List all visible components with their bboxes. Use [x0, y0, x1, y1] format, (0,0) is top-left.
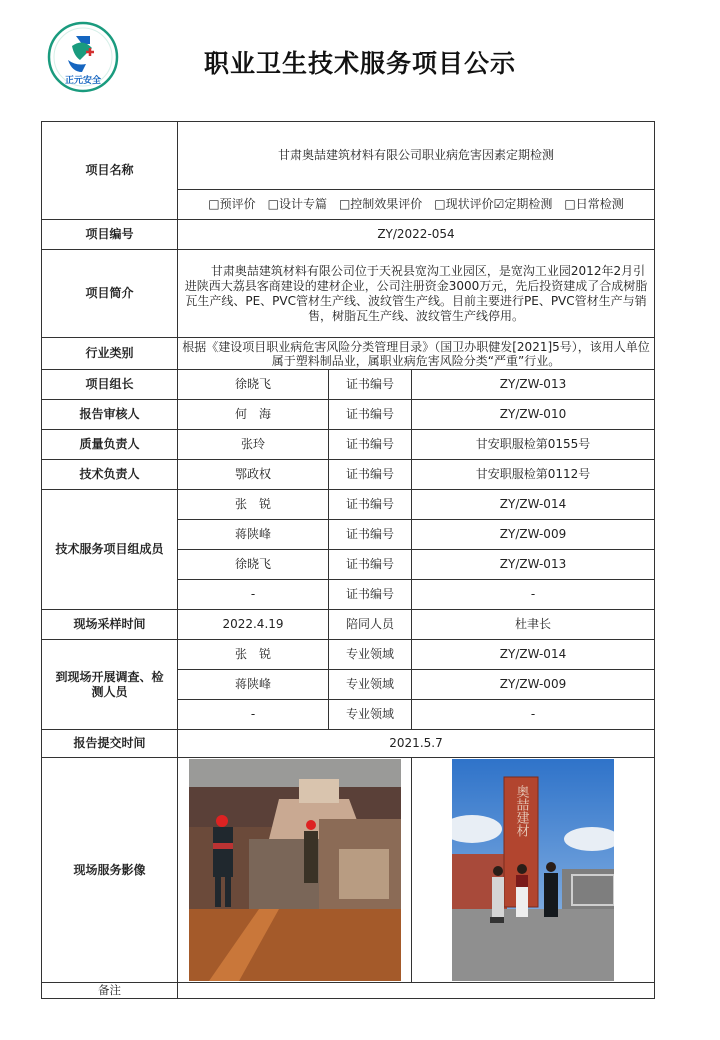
member-name: 徐晓飞: [178, 550, 329, 580]
service-type-options: □预评价 □设计专篇 □控制效果评价 □现状评价☑定期检测 □日常检测: [178, 190, 655, 220]
industry-value: 根据《建设项目职业病危害风险分类管理目录》（国卫办职健发[2021]5号），该用人单位属于塑料制品业，属职业病危害风险分类“严重”行业。: [178, 338, 655, 370]
table-row: [42, 370, 655, 400]
cert-number: ZY/ZW-009: [412, 520, 655, 550]
staff-name: 何 海: [178, 400, 329, 430]
photos-label: 现场服务影像: [42, 758, 178, 983]
table-row: [42, 610, 655, 640]
project-name-value: 甘肃奥喆建筑材料有限公司职业病危害因素定期检测: [178, 122, 655, 190]
cert-label: 证书编号: [329, 430, 412, 460]
table-row: [42, 640, 655, 670]
cert-number: -: [412, 580, 655, 610]
remark-label: 备注: [42, 983, 178, 999]
cert-label: 证书编号: [329, 520, 412, 550]
gate-photo: [452, 759, 614, 981]
onsite-name: -: [178, 700, 329, 730]
photo-cell-gate: [412, 758, 655, 983]
field-value: ZY/ZW-014: [412, 640, 655, 670]
industry-label: 行业类别: [42, 338, 178, 370]
report-date: 2021.5.7: [178, 730, 655, 758]
role-label: 质量负责人: [42, 430, 178, 460]
cert-label: 证书编号: [329, 400, 412, 430]
photo-cell-factory: [178, 758, 412, 983]
field-label: 专业领域: [329, 640, 412, 670]
field-label: 专业领域: [329, 700, 412, 730]
cert-number: ZY/ZW-013: [412, 550, 655, 580]
companion-name: 杜聿长: [412, 610, 655, 640]
table-row: [42, 400, 655, 430]
staff-name: 徐晓飞: [178, 370, 329, 400]
cert-label: 证书编号: [329, 460, 412, 490]
project-intro-label: 项目简介: [42, 250, 178, 338]
team-label: 技术服务项目组成员: [42, 490, 178, 610]
role-label: 技术负责人: [42, 460, 178, 490]
cert-number: 甘安职服检第0155号: [412, 430, 655, 460]
sampling-date: 2022.4.19: [178, 610, 329, 640]
cert-number: 甘安职服检第0112号: [412, 460, 655, 490]
sign-text: 奥喆建材: [513, 785, 529, 837]
project-number-label: 项目编号: [42, 220, 178, 250]
page-title: 职业卫生技术服务项目公示: [203, 49, 516, 78]
onsite-name: 张 锐: [178, 640, 329, 670]
report-label: 报告提交时间: [42, 730, 178, 758]
cert-label: 证书编号: [329, 370, 412, 400]
cert-label: 证书编号: [329, 580, 412, 610]
remark-value: [178, 983, 655, 999]
field-value: ZY/ZW-009: [412, 670, 655, 700]
role-label: 项目组长: [42, 370, 178, 400]
factory-photo: [189, 759, 401, 981]
member-name: -: [178, 580, 329, 610]
cert-number: ZY/ZW-013: [412, 370, 655, 400]
project-intro-value: 甘肃奥喆建筑材料有限公司位于天祝县宽沟工业园区，是宽沟工业园2012年2月引进陕西大荔县客商建设的建材企业，公司注册资金3000万元，先后投资建成了合成树脂瓦生产线、PE、PVC管材生产线、波纹管生产线。目前主要进行PE、PVC管材生产与销售，树脂瓦生产线、波纹管生产线停用。: [178, 250, 655, 338]
logo-text: 正元安全: [64, 76, 102, 86]
member-name: 蒋陕峰: [178, 520, 329, 550]
staff-name: 鄂政权: [178, 460, 329, 490]
table-row: [42, 490, 655, 520]
staff-name: 张玲: [178, 430, 329, 460]
field-label: 专业领域: [329, 670, 412, 700]
table-row: [42, 430, 655, 460]
project-table: [41, 121, 655, 999]
sampling-label: 现场采样时间: [42, 610, 178, 640]
onsite-label: 到现场开展调查、检测人员: [42, 640, 178, 730]
project-number-value: ZY/2022-054: [178, 220, 655, 250]
field-value: -: [412, 700, 655, 730]
cert-label: 证书编号: [329, 490, 412, 520]
cert-number: ZY/ZW-010: [412, 400, 655, 430]
companion-label: 陪同人员: [329, 610, 412, 640]
role-label: 报告审核人: [42, 400, 178, 430]
cert-label: 证书编号: [329, 550, 412, 580]
onsite-name: 蒋陕峰: [178, 670, 329, 700]
member-name: 张 锐: [178, 490, 329, 520]
cert-number: ZY/ZW-014: [412, 490, 655, 520]
project-name-label: 项目名称: [42, 122, 178, 220]
table-row: [42, 460, 655, 490]
